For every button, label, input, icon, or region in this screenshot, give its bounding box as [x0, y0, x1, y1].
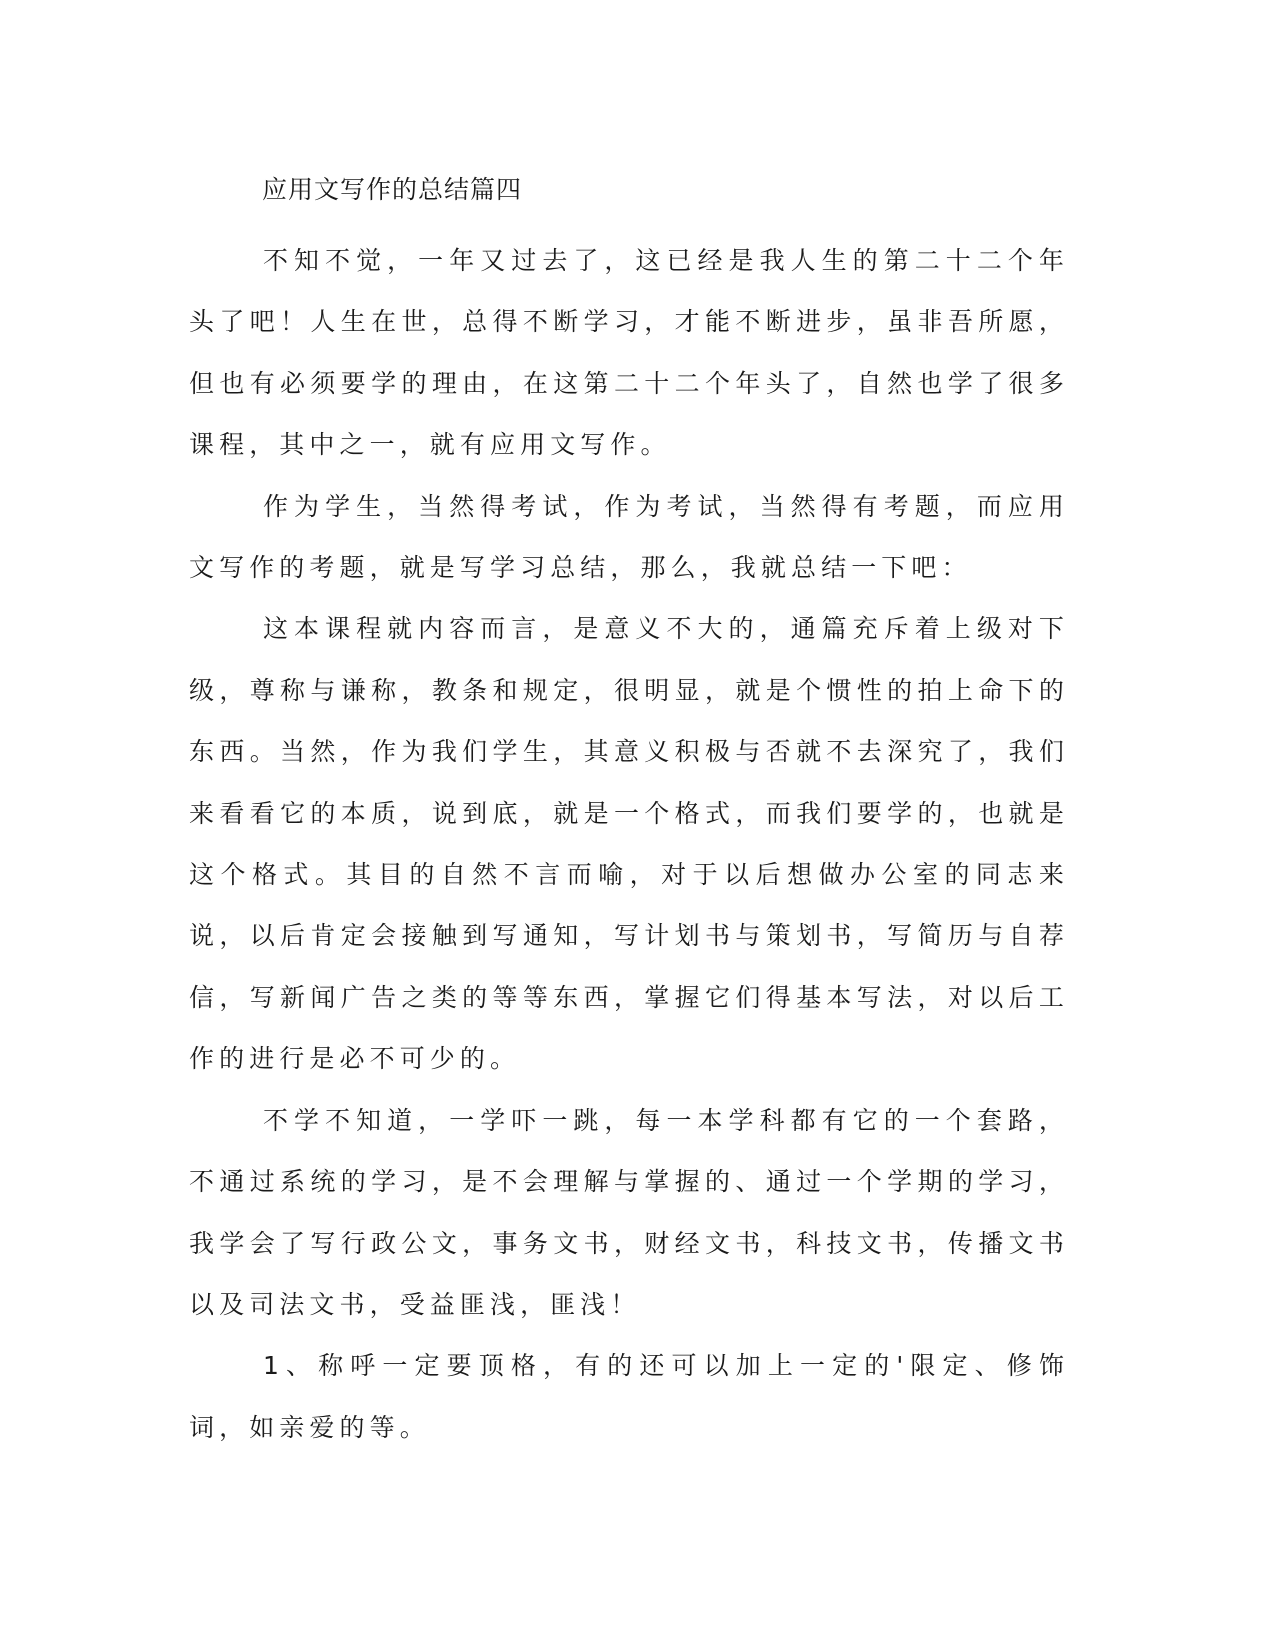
paragraph: 不知不觉，一年又过去了，这已经是我人生的第二十二个年头了吧！人生在世，总得不断学习，才能不断进步，虽非吾所愿，但也有必须要学的理由，在这第二十二个年头了，自然也学了很多课程，其中之一，就有应用文写作。 [189, 246, 1069, 460]
document-title: 应用文写作的总结篇四 [262, 175, 523, 204]
document-body [189, 230, 1069, 1458]
paragraph: 1、称呼一定要顶格，有的还可以加上一定的'限定、修饰词，如亲爱的等。 [189, 1351, 1069, 1442]
paragraph: 作为学生，当然得考试，作为考试，当然得有考题，而应用文写作的考题，就是写学习总结，那么，我就总结一下吧： [189, 491, 1069, 583]
paragraph: 这本课程就内容而言，是意义不大的，通篇充斥着上级对下级，尊称与谦称，教条和规定，很明显，就是个惯性的拍上命下的东西。当然，作为我们学生，其意义积极与否就不去深究了，我们来看看它的本质，说到底，就是一个格式，而我们要学的，也就是这个格式。其目的自然不言而喻，对于以后想做办公室的同志来说，以后肯定会接触到写通知，写计划书与策划书，写简历与自荐信，写新闻广告之类的等等东西，掌握它们得基本写法，对以后工作的进行是必不可少的。 [189, 614, 1069, 1074]
paragraph: 不学不知道，一学吓一跳，每一本学科都有它的一个套路，不通过系统的学习，是不会理解与掌握的、通过一个学期的学习，我学会了写行政公文，事务文书，财经文书，科技文书，传播文书以及司法文书，受益匪浅，匪浅！ [189, 1105, 1069, 1319]
